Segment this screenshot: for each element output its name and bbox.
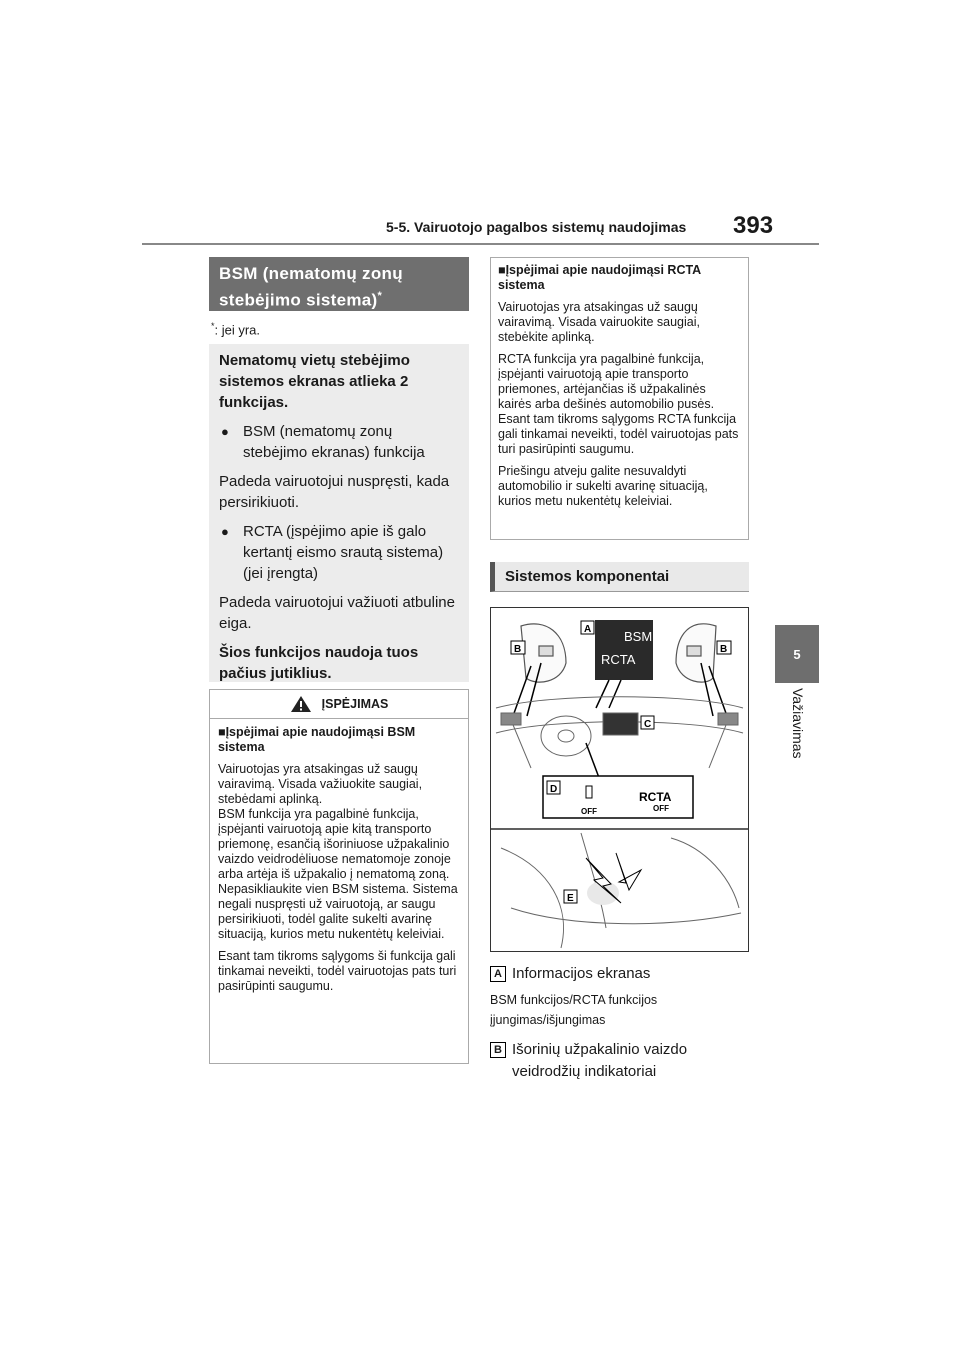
right-mirror [676, 624, 716, 682]
warning-subheading: ■Įspėjimai apie naudojimąsi BSM sistema [218, 725, 416, 754]
rcta-warning-box [490, 257, 749, 540]
warning-header [210, 690, 468, 719]
bsm-title-mark: * [377, 290, 383, 302]
legend-b-letter: B [490, 1042, 506, 1058]
chapter-label: Važiavimas [790, 688, 806, 759]
legend-a-letter: A [490, 966, 506, 982]
switch-rcta: RCTA [639, 790, 672, 804]
legend-a [490, 965, 650, 982]
warning-para3: Esant tam tikroms sąlygoms ši funkcija gali tinkamai neveikti, todėl vairuotojas pats turi pasirūpinti saugumu. [218, 949, 457, 993]
callout-b-left: B [514, 644, 522, 655]
legend-b [490, 1039, 750, 1083]
callout-a: A [584, 624, 592, 635]
bullet-icon: ● [221, 424, 229, 439]
dashboard [496, 697, 743, 768]
info-box [209, 344, 469, 682]
callout-d: D [550, 784, 558, 795]
bullet-rcta-desc: Padeda vairuotojui važiuoti atbuline eiga. [219, 594, 455, 632]
legend-b-title: Išorinių užpakalinio vaizdo veidrodžių indikatoriai [512, 1041, 688, 1080]
rear-view [501, 833, 741, 948]
bullet-bsm-desc: Padeda vairuotojui nuspręsti, kada persirikiuoti. [219, 473, 450, 511]
chapter-tab[interactable]: 5 [775, 625, 819, 683]
components-illustration [491, 608, 748, 951]
info-intro: Nematomų vietų stebėjimo sistemos ekranas atlieka 2 funkcijas. [219, 352, 410, 411]
section-title: 5-5. Vairuotojo pagalbos sistemų naudojimas [386, 219, 687, 235]
callout-c: C [644, 719, 652, 730]
alert-bolt-icon [616, 853, 641, 890]
info-outro: Šios funkcijos naudoja tuos pačius jutiklius. [219, 644, 419, 682]
switch-off-left: OFF [581, 807, 597, 816]
display-bsm-label: BSM [624, 629, 653, 644]
bullet-bsm: ● BSM (nematomų zonų stebėjimo ekranas) funkcija [219, 421, 459, 471]
legend-a-desc: BSM funkcijos/RCTA funkcijos įjungimas/išjungimas [490, 993, 658, 1027]
components-title: Sistemos komponentai [490, 562, 749, 592]
rcta-para1: Vairuotojas yra atsakingas už saugų vairavimą. Visada vairuokite saugiai, stebėkite aplinką. [498, 300, 700, 344]
bsm-title-bar [209, 257, 469, 311]
legend-a-title: Informacijos ekranas [512, 965, 651, 982]
display-rcta-label: RCTA [601, 652, 636, 667]
bullet-rcta: ● RCTA (įspėjimo apie iš galo kertantį eismo srautą sistema) (jei įrengta) [219, 521, 459, 592]
switch-off-right: OFF [653, 804, 669, 813]
bsm-title: BSM (nematomų zonų stebėjimo sistema) [219, 264, 403, 310]
warning-heading: ĮSPĖJIMAS [321, 696, 389, 711]
callout-b-right: B [720, 644, 728, 655]
warning-para2: BSM funkcija yra pagalbinė funkcija, įspėjanti vairuotoją apie kitą transporto priemonę, esančią išoriniuose užpakalinio vaizdo veidrodėliuose nematomoje zonoje arba artėja iš užpakalio į nematomą zoną. Nepasikliaukite vien BSM sistema. Sistema negali nuspręsti už vairuotoją, ar saugu persirikiuoti, todėl galite sukelti avarinę situaciją, kurios metu nukentėtų keleiviai. [218, 807, 458, 941]
warning-box [209, 689, 469, 1064]
warning-icon [290, 695, 312, 713]
rcta-subheading: ■Įspėjimai apie naudojimąsi RCTA sistema [498, 263, 701, 292]
callout-e: E [567, 893, 574, 904]
bullet-icon: ● [221, 524, 229, 539]
components-figure [490, 607, 749, 952]
rcta-para3: Priešingu atveju galite nesuvaldyti automobilio ir sukelti avarinę situaciją, kurios metu nukentėtų keleiviai. [498, 464, 708, 508]
header-divider [142, 243, 819, 245]
footnote: *: jei yra. [211, 321, 261, 338]
page-number: 393 [733, 212, 774, 239]
warning-para1: Vairuotojas yra atsakingas už saugų vairavimą. Visada važiuokite saugiai, stebėdami aplinką. [218, 762, 423, 806]
rcta-para2: RCTA funkcija yra pagalbinė funkcija, įspėjanti vairuotoją apie transporto priemones, artėjančias iš užpakalinės kairės arba dešinės automobilio pusės. Esant tam tikroms sąlygoms RCTA funkcija gali tinkamai neveikti, todėl vairuotojas pats turi pasirūpinti saugumu. [498, 352, 739, 456]
